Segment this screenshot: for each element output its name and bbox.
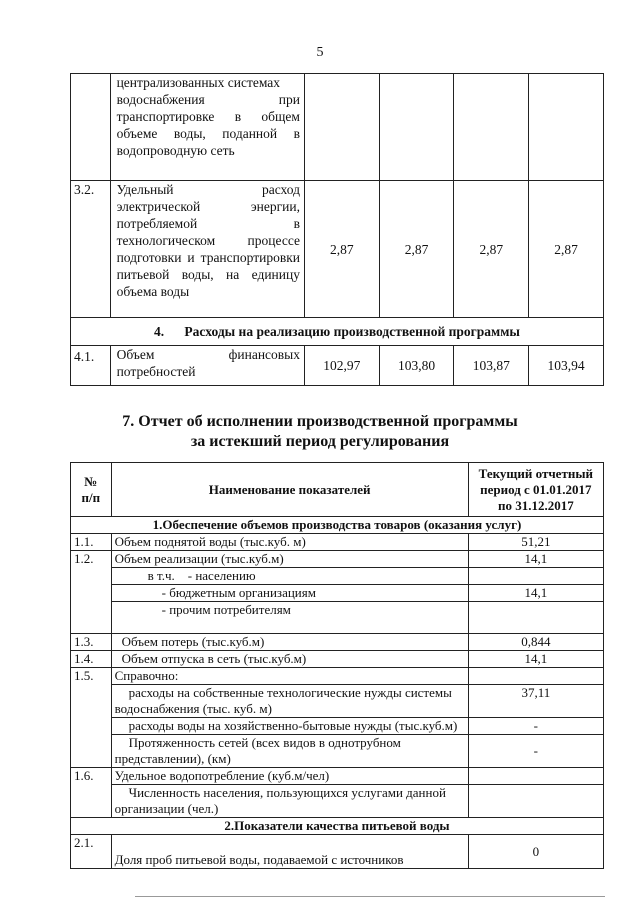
value-cell: 14,1 — [468, 551, 603, 568]
value-cell: 2,87 — [379, 181, 454, 318]
indicator-name-cell: в т.ч. - населению — [111, 568, 468, 585]
name-header: Наименование показателей — [111, 463, 468, 517]
table-row — [71, 346, 604, 386]
indicator-name-cell: Доля проб питьевой воды, подаваемой с источников — [111, 835, 468, 869]
value-cell: 103,80 — [379, 346, 454, 386]
table-row — [71, 602, 604, 634]
section-row — [71, 318, 604, 346]
value-cell — [468, 602, 603, 634]
section-heading: 2.Показатели качества питьевой воды — [71, 818, 604, 835]
indicator-name-cell: Численность населения, пользующихся услугами данной организации (чел.) — [111, 785, 468, 818]
report-title: 7. Отчет об исполнении производственной программы за истекший период регулирования — [122, 413, 518, 450]
table-row — [71, 551, 604, 568]
value-cell: 2,87 — [529, 181, 604, 318]
value-cell — [379, 74, 454, 181]
row-number-cell: 3.2. — [71, 181, 111, 318]
value-cell: 103,94 — [529, 346, 604, 386]
value-cell: 0 — [468, 835, 603, 869]
table-row — [71, 74, 604, 181]
indicator-name-cell: - прочим потребителям — [111, 602, 468, 634]
value-cell: 14,1 — [468, 585, 603, 602]
indicator-name-cell: Удельный расход электрической энергии, потребляемой в технологическом процессе подготовки и транспортировки питьевой воды, на единицу объема воды — [110, 181, 304, 318]
value-cell — [304, 74, 379, 181]
indicator-name-cell: Объем поднятой воды (тыс.куб. м) — [111, 534, 468, 551]
page-bottom-line — [135, 896, 605, 897]
indicator-name-cell: Объем потерь (тыс.куб.м) — [111, 634, 468, 651]
table-row — [71, 835, 604, 869]
indicator-name-cell: расходы воды на хозяйственно-бытовые нужды (тыс.куб.м) — [111, 718, 468, 735]
row-number-cell: 1.3. — [71, 634, 112, 651]
indicator-name-cell: централизованных системах водоснабжения при транспортировке в общем объеме воды, поданной в водопроводную сеть — [110, 74, 304, 181]
indicator-name-cell: Удельное водопотребление (куб.м/чел) — [111, 768, 468, 785]
row-number-cell: 1.1. — [71, 534, 112, 551]
value-cell — [468, 668, 603, 685]
table-row — [71, 181, 604, 318]
table-row — [71, 634, 604, 651]
table-row — [71, 668, 604, 685]
row-number-cell — [71, 74, 111, 181]
value-cell: 102,97 — [304, 346, 379, 386]
section-heading: 1.Обеспечение объемов производства товаров (оказания услуг) — [71, 517, 604, 534]
row-number-cell: 1.4. — [71, 651, 112, 668]
production-program-table — [70, 73, 604, 386]
table-row — [71, 651, 604, 668]
header-row — [71, 463, 604, 517]
report-table — [70, 462, 604, 869]
table-row — [71, 585, 604, 602]
value-cell: 51,21 — [468, 534, 603, 551]
value-cell: 103,87 — [454, 346, 529, 386]
value-cell — [468, 785, 603, 818]
value-cell: - — [468, 735, 603, 768]
row-number-cell: 1.5. — [71, 668, 112, 768]
value-cell: 0,844 — [468, 634, 603, 651]
section-row — [71, 517, 604, 534]
value-cell: 2,87 — [304, 181, 379, 318]
value-cell — [468, 768, 603, 785]
table-row — [71, 685, 604, 718]
indicator-name-cell: - бюджетным организациям — [111, 585, 468, 602]
section-row — [71, 818, 604, 835]
row-number-cell: 1.2. — [71, 551, 112, 634]
section-heading: 4. Расходы на реализацию производственной программы — [71, 318, 604, 346]
indicator-name-cell: Объем отпуска в сеть (тыс.куб.м) — [111, 651, 468, 668]
indicator-name-cell: Объем реализации (тыс.куб.м) — [111, 551, 468, 568]
value-cell — [529, 74, 604, 181]
row-number-cell: 4.1. — [71, 346, 111, 386]
value-cell: 2,87 — [454, 181, 529, 318]
value-cell: 37,11 — [468, 685, 603, 718]
table-row — [71, 534, 604, 551]
table-row — [71, 735, 604, 768]
table-row — [71, 785, 604, 818]
indicator-name-cell: расходы на собственные технологические нужды системы водоснабжения (тыс. куб. м) — [111, 685, 468, 718]
row-number-cell: 2.1. — [71, 835, 112, 869]
indicator-name-cell: Объем финансовых потребностей — [110, 346, 304, 386]
value-cell — [454, 74, 529, 181]
number-header: № п/п — [71, 463, 112, 517]
row-number-cell: 1.6. — [71, 768, 112, 818]
table-row — [71, 568, 604, 585]
table-row — [71, 768, 604, 785]
value-cell: - — [468, 718, 603, 735]
table-row — [71, 718, 604, 735]
value-cell — [468, 568, 603, 585]
indicator-name-cell: Протяженность сетей (всех видов в однотрубном представлении), (км) — [111, 735, 468, 768]
indicator-name-cell: Справочно: — [111, 668, 468, 685]
period-header: Текущий отчетный период с 01.01.2017 по 31.12.2017 — [468, 463, 603, 517]
value-cell: 14,1 — [468, 651, 603, 668]
page-number: 5 — [316, 45, 324, 60]
